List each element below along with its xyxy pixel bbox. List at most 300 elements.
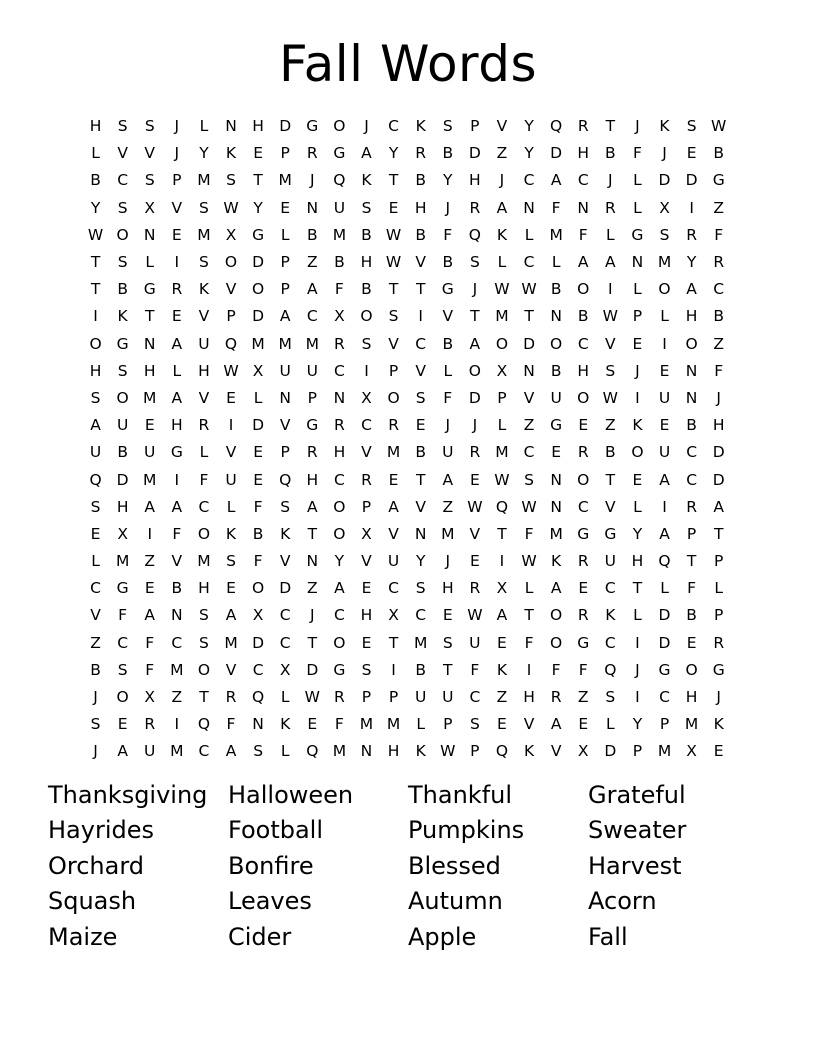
grid-letter[interactable]: W (385, 253, 402, 272)
grid-letter[interactable]: K (280, 715, 291, 734)
grid-letter[interactable]: W (223, 198, 239, 217)
grid-letter[interactable]: U (198, 334, 210, 353)
grid-letter[interactable]: E (90, 524, 101, 543)
grid-letter[interactable]: E (659, 416, 670, 435)
grid-letter[interactable]: T (199, 688, 209, 707)
grid-letter[interactable]: P (280, 280, 290, 299)
grid-letter[interactable]: E (497, 633, 507, 652)
grid-letter[interactable]: H (577, 144, 590, 163)
grid-letter[interactable]: C (713, 280, 725, 299)
grid-letter[interactable]: F (524, 524, 534, 543)
grid-letter[interactable]: A (334, 579, 345, 598)
grid-letter[interactable]: I (635, 633, 640, 652)
grid-letter[interactable]: R (469, 579, 481, 598)
grid-letter[interactable]: Y (686, 253, 697, 272)
grid-letter[interactable]: R (198, 416, 210, 435)
grid-letter[interactable]: U (116, 416, 129, 435)
grid-letter[interactable]: A (550, 171, 562, 190)
grid-letter[interactable]: M (495, 307, 509, 326)
grid-letter[interactable]: R (577, 443, 589, 462)
grid-letter[interactable]: C (333, 361, 345, 380)
grid-letter[interactable]: D (604, 742, 617, 761)
grid-letter[interactable]: Z (605, 416, 616, 435)
grid-letter[interactable]: B (117, 443, 128, 462)
grid-letter[interactable]: W (494, 280, 510, 299)
grid-letter[interactable]: V (225, 280, 237, 299)
grid-letter[interactable]: M (359, 715, 374, 734)
grid-letter[interactable]: L (280, 742, 290, 761)
grid-letter[interactable]: C (469, 688, 481, 707)
grid-letter[interactable]: U (306, 361, 318, 380)
grid-letter[interactable]: L (524, 225, 534, 244)
grid-letter[interactable]: E (388, 470, 399, 489)
grid-letter[interactable]: L (280, 688, 290, 707)
grid-letter[interactable]: V (198, 307, 210, 326)
grid-letter[interactable]: V (550, 742, 562, 761)
grid-letter[interactable]: U (89, 443, 102, 462)
grid-letter[interactable]: W (223, 361, 239, 380)
grid-letter[interactable]: F (118, 606, 128, 625)
grid-letter[interactable]: T (605, 470, 616, 489)
grid-letter[interactable]: G (712, 660, 725, 679)
grid-letter[interactable]: P (497, 388, 507, 407)
grid-letter[interactable]: J (716, 688, 721, 707)
grid-letter[interactable]: P (632, 307, 643, 326)
grid-letter[interactable]: L (633, 497, 642, 516)
grid-letter[interactable]: E (686, 144, 697, 163)
grid-letter[interactable]: P (361, 497, 372, 516)
grid-letter[interactable]: D (252, 633, 265, 652)
grid-letter[interactable]: E (686, 633, 697, 652)
grid-letter[interactable]: O (333, 524, 346, 543)
grid-letter[interactable]: E (171, 307, 182, 326)
grid-letter[interactable]: J (445, 416, 451, 435)
grid-letter[interactable]: M (278, 171, 292, 190)
grid-letter[interactable]: B (334, 253, 345, 272)
grid-letter[interactable]: L (633, 280, 642, 299)
grid-letter[interactable]: N (550, 470, 562, 489)
grid-letter[interactable]: P (388, 361, 399, 380)
grid-letter[interactable]: A (469, 334, 481, 353)
grid-letter[interactable]: H (577, 361, 590, 380)
grid-letter[interactable]: Z (144, 552, 156, 571)
grid-letter[interactable]: X (252, 606, 264, 625)
grid-letter[interactable]: H (360, 606, 373, 625)
grid-letter[interactable]: S (469, 715, 480, 734)
grid-letter[interactable]: J (499, 171, 505, 190)
grid-letter[interactable]: S (280, 497, 291, 516)
grid-letter[interactable]: O (468, 361, 481, 380)
grid-letter[interactable]: H (631, 552, 644, 571)
grid-letter[interactable]: T (90, 253, 101, 272)
grid-letter[interactable]: R (334, 334, 345, 353)
grid-letter[interactable]: P (280, 253, 290, 272)
grid-letter[interactable]: T (443, 660, 453, 679)
grid-letter[interactable]: C (523, 171, 535, 190)
grid-letter[interactable]: W (440, 742, 456, 761)
grid-letter[interactable]: R (713, 253, 725, 272)
grid-letter[interactable]: T (605, 117, 616, 136)
grid-letter[interactable]: C (577, 334, 589, 353)
grid-letter[interactable]: H (143, 361, 156, 380)
grid-letter[interactable]: N (631, 253, 644, 272)
grid-letter[interactable]: I (174, 470, 180, 489)
grid-letter[interactable]: G (658, 660, 671, 679)
grid-letter[interactable]: H (116, 497, 129, 516)
grid-letter[interactable]: C (523, 443, 535, 462)
grid-letter[interactable]: S (361, 334, 372, 353)
grid-letter[interactable]: B (415, 443, 426, 462)
grid-letter[interactable]: O (89, 334, 102, 353)
grid-letter[interactable]: Y (524, 144, 534, 163)
grid-letter[interactable]: N (523, 198, 535, 217)
grid-letter[interactable]: R (144, 715, 156, 734)
grid-letter[interactable]: E (117, 715, 128, 734)
grid-letter[interactable]: N (306, 552, 319, 571)
grid-letter[interactable]: M (684, 715, 699, 734)
grid-letter[interactable]: V (523, 715, 535, 734)
grid-letter[interactable]: Z (523, 416, 535, 435)
grid-letter[interactable]: D (550, 144, 563, 163)
grid-letter[interactable]: F (199, 470, 209, 489)
grid-letter[interactable]: C (523, 253, 535, 272)
grid-letter[interactable]: V (90, 606, 101, 625)
grid-letter[interactable]: P (361, 688, 372, 707)
grid-letter[interactable]: P (280, 144, 290, 163)
grid-letter[interactable]: N (685, 388, 698, 407)
grid-letter[interactable]: A (659, 524, 670, 543)
grid-letter[interactable]: Q (550, 117, 563, 136)
grid-letter[interactable]: F (524, 633, 534, 652)
grid-letter[interactable]: L (606, 225, 615, 244)
grid-letter[interactable]: X (279, 660, 291, 679)
grid-letter[interactable]: D (468, 144, 481, 163)
grid-letter[interactable]: H (414, 198, 427, 217)
grid-letter[interactable]: F (551, 198, 561, 217)
grid-letter[interactable]: G (712, 171, 725, 190)
grid-letter[interactable]: O (550, 606, 563, 625)
grid-letter[interactable]: L (551, 253, 561, 272)
grid-letter[interactable]: K (713, 715, 724, 734)
grid-letter[interactable]: M (386, 443, 401, 462)
grid-letter[interactable]: V (171, 198, 183, 217)
grid-letter[interactable]: X (659, 198, 670, 217)
grid-letter[interactable]: U (333, 198, 346, 217)
grid-letter[interactable]: O (550, 633, 563, 652)
grid-letter[interactable]: X (252, 361, 264, 380)
grid-letter[interactable]: S (90, 715, 101, 734)
grid-letter[interactable]: A (496, 606, 508, 625)
grid-letter[interactable]: T (524, 307, 534, 326)
grid-letter[interactable]: O (577, 280, 590, 299)
grid-letter[interactable]: R (604, 198, 616, 217)
grid-letter[interactable]: Y (632, 715, 643, 734)
grid-letter[interactable]: H (685, 688, 698, 707)
grid-letter[interactable]: M (495, 443, 509, 462)
grid-letter[interactable]: L (443, 361, 453, 380)
grid-letter[interactable]: L (660, 579, 669, 598)
grid-letter[interactable]: X (388, 606, 399, 625)
grid-letter[interactable]: V (198, 388, 210, 407)
grid-letter[interactable]: O (333, 117, 346, 136)
grid-letter[interactable]: S (442, 633, 453, 652)
grid-letter[interactable]: C (604, 579, 616, 598)
grid-letter[interactable]: M (143, 470, 157, 489)
grid-letter[interactable]: P (307, 388, 317, 407)
grid-letter[interactable]: C (388, 579, 399, 598)
grid-letter[interactable]: J (635, 117, 640, 136)
grid-letter[interactable]: M (251, 334, 265, 353)
grid-letter[interactable]: M (413, 633, 428, 652)
grid-letter[interactable]: T (470, 307, 480, 326)
grid-letter[interactable]: R (577, 117, 589, 136)
grid-letter[interactable]: L (91, 144, 100, 163)
grid-letter[interactable]: O (116, 388, 129, 407)
grid-letter[interactable]: Z (90, 633, 101, 652)
grid-letter[interactable]: E (171, 225, 182, 244)
grid-letter[interactable]: L (226, 497, 236, 516)
grid-letter[interactable]: S (415, 388, 426, 407)
grid-letter[interactable]: A (225, 606, 237, 625)
grid-letter[interactable]: Q (197, 715, 211, 734)
grid-letter[interactable]: T (497, 524, 507, 543)
grid-letter[interactable]: D (468, 388, 481, 407)
grid-letter[interactable]: K (361, 171, 372, 190)
grid-letter[interactable]: B (361, 280, 372, 299)
grid-letter[interactable]: D (658, 633, 671, 652)
grid-letter[interactable]: Y (443, 171, 453, 190)
grid-letter[interactable]: M (197, 552, 211, 571)
grid-letter[interactable]: F (714, 361, 724, 380)
grid-letter[interactable]: Y (334, 552, 345, 571)
grid-letter[interactable]: H (333, 443, 346, 462)
grid-letter[interactable]: P (443, 715, 453, 734)
grid-letter[interactable]: E (388, 198, 399, 217)
grid-letter[interactable]: E (551, 443, 562, 462)
grid-letter[interactable]: X (361, 388, 372, 407)
grid-letter[interactable]: U (658, 443, 671, 462)
grid-letter[interactable]: A (550, 715, 562, 734)
grid-letter[interactable]: V (415, 253, 426, 272)
grid-letter[interactable]: M (170, 660, 184, 679)
grid-letter[interactable]: A (361, 144, 372, 163)
grid-letter[interactable]: R (388, 416, 399, 435)
grid-letter[interactable]: Q (333, 171, 346, 190)
grid-letter[interactable]: A (117, 742, 128, 761)
grid-letter[interactable]: T (632, 579, 643, 598)
grid-letter[interactable]: D (523, 334, 536, 353)
grid-letter[interactable]: X (361, 524, 372, 543)
grid-letter[interactable]: C (279, 606, 291, 625)
grid-letter[interactable]: G (143, 280, 156, 299)
grid-letter[interactable]: J (635, 361, 640, 380)
grid-letter[interactable]: I (662, 497, 667, 516)
grid-letter[interactable]: J (662, 144, 667, 163)
grid-letter[interactable]: U (414, 688, 427, 707)
grid-letter[interactable]: K (198, 280, 209, 299)
grid-letter[interactable]: U (387, 552, 400, 571)
grid-letter[interactable]: C (171, 633, 183, 652)
grid-letter[interactable]: T (388, 171, 399, 190)
grid-letter[interactable]: L (524, 579, 534, 598)
grid-letter[interactable]: F (253, 497, 263, 516)
grid-letter[interactable]: H (89, 117, 102, 136)
grid-letter[interactable]: N (279, 388, 291, 407)
grid-letter[interactable]: U (658, 388, 671, 407)
grid-letter[interactable]: V (225, 443, 237, 462)
grid-letter[interactable]: S (117, 198, 128, 217)
grid-letter[interactable]: E (280, 198, 291, 217)
grid-letter[interactable]: I (147, 524, 153, 543)
grid-letter[interactable]: R (415, 144, 427, 163)
grid-letter[interactable]: F (145, 660, 155, 679)
grid-letter[interactable]: Z (713, 198, 725, 217)
grid-letter[interactable]: M (332, 742, 347, 761)
grid-letter[interactable]: S (90, 388, 101, 407)
grid-letter[interactable]: B (713, 144, 725, 163)
grid-letter[interactable]: N (685, 361, 698, 380)
grid-letter[interactable]: Z (496, 144, 508, 163)
grid-letter[interactable]: A (90, 416, 101, 435)
grid-letter[interactable]: G (631, 225, 644, 244)
grid-letter[interactable]: C (198, 497, 210, 516)
grid-letter[interactable]: A (550, 579, 562, 598)
grid-letter[interactable]: L (606, 715, 615, 734)
grid-letter[interactable]: J (608, 171, 613, 190)
grid-letter[interactable]: A (686, 280, 697, 299)
grid-letter[interactable]: R (225, 688, 237, 707)
grid-letter[interactable]: N (550, 307, 562, 326)
grid-letter[interactable]: B (686, 416, 697, 435)
grid-letter[interactable]: L (714, 579, 724, 598)
grid-letter[interactable]: V (279, 552, 291, 571)
grid-letter[interactable]: C (415, 334, 427, 353)
grid-letter[interactable]: B (306, 225, 318, 244)
grid-letter[interactable]: N (306, 198, 319, 217)
grid-letter[interactable]: V (171, 552, 183, 571)
grid-letter[interactable]: U (144, 742, 156, 761)
grid-letter[interactable]: Q (89, 470, 102, 489)
grid-letter[interactable]: B (686, 606, 697, 625)
grid-letter[interactable]: R (686, 225, 697, 244)
grid-letter[interactable]: Q (306, 742, 319, 761)
grid-letter[interactable]: J (93, 688, 98, 707)
grid-letter[interactable]: S (199, 253, 209, 272)
grid-letter[interactable]: H (198, 361, 210, 380)
grid-letter[interactable]: S (524, 470, 534, 489)
grid-letter[interactable]: S (199, 633, 209, 652)
grid-letter[interactable]: S (442, 117, 453, 136)
grid-letter[interactable]: O (550, 334, 563, 353)
grid-letter[interactable]: F (687, 579, 697, 598)
grid-letter[interactable]: I (174, 715, 180, 734)
grid-letter[interactable]: S (605, 688, 616, 707)
grid-letter[interactable]: M (115, 552, 130, 571)
grid-letter[interactable]: F (578, 660, 588, 679)
grid-letter[interactable]: E (144, 416, 155, 435)
grid-letter[interactable]: C (659, 688, 670, 707)
grid-letter[interactable]: X (144, 198, 156, 217)
grid-letter[interactable]: D (306, 660, 319, 679)
grid-letter[interactable]: E (442, 606, 453, 625)
grid-letter[interactable]: L (253, 388, 263, 407)
grid-letter[interactable]: Z (306, 579, 318, 598)
grid-letter[interactable]: B (171, 579, 183, 598)
grid-letter[interactable]: O (252, 280, 265, 299)
grid-letter[interactable]: E (578, 715, 589, 734)
grid-letter[interactable]: L (91, 552, 100, 571)
grid-letter[interactable]: I (526, 660, 532, 679)
grid-letter[interactable]: M (278, 334, 292, 353)
grid-letter[interactable]: H (306, 470, 319, 489)
grid-letter[interactable]: S (144, 117, 155, 136)
grid-letter[interactable]: F (172, 524, 182, 543)
grid-letter[interactable]: V (442, 307, 454, 326)
grid-letter[interactable]: U (604, 552, 616, 571)
grid-letter[interactable]: C (198, 742, 210, 761)
grid-letter[interactable]: W (521, 280, 537, 299)
grid-letter[interactable]: K (280, 524, 291, 543)
grid-letter[interactable]: Q (224, 334, 238, 353)
grid-letter[interactable]: H (360, 253, 373, 272)
grid-letter[interactable]: W (521, 497, 537, 516)
grid-letter[interactable]: E (632, 470, 643, 489)
grid-letter[interactable]: C (117, 633, 129, 652)
grid-letter[interactable]: K (496, 660, 508, 679)
grid-letter[interactable]: M (657, 253, 672, 272)
grid-letter[interactable]: E (253, 443, 263, 462)
grid-letter[interactable]: C (686, 443, 698, 462)
grid-letter[interactable]: Q (495, 497, 509, 516)
grid-letter[interactable]: J (174, 144, 180, 163)
grid-letter[interactable]: P (172, 171, 182, 190)
grid-letter[interactable]: M (197, 171, 211, 190)
grid-letter[interactable]: S (199, 198, 209, 217)
grid-letter[interactable]: B (713, 307, 725, 326)
grid-letter[interactable]: K (605, 606, 616, 625)
grid-letter[interactable]: S (659, 225, 670, 244)
grid-letter[interactable]: R (686, 497, 697, 516)
grid-letter[interactable]: D (685, 171, 698, 190)
grid-letter[interactable]: F (470, 660, 480, 679)
grid-letter[interactable]: Q (252, 688, 265, 707)
grid-letter[interactable]: N (523, 361, 535, 380)
grid-letter[interactable]: E (253, 144, 263, 163)
grid-letter[interactable]: B (117, 280, 128, 299)
grid-letter[interactable]: D (252, 416, 265, 435)
grid-letter[interactable]: L (633, 171, 642, 190)
grid-letter[interactable]: S (469, 253, 480, 272)
grid-letter[interactable]: A (659, 470, 670, 489)
grid-letter[interactable]: O (631, 443, 644, 462)
grid-letter[interactable]: C (686, 470, 698, 489)
grid-letter[interactable]: S (226, 552, 236, 571)
grid-letter[interactable]: T (253, 171, 263, 190)
grid-letter[interactable]: F (226, 715, 236, 734)
grid-letter[interactable]: E (226, 388, 236, 407)
grid-letter[interactable]: T (307, 524, 318, 543)
grid-letter[interactable]: B (415, 171, 426, 190)
grid-letter[interactable]: A (144, 606, 156, 625)
grid-letter[interactable]: X (117, 524, 128, 543)
grid-letter[interactable]: Y (632, 524, 643, 543)
grid-letter[interactable]: U (550, 388, 562, 407)
grid-letter[interactable]: A (225, 742, 237, 761)
grid-letter[interactable]: Q (468, 225, 481, 244)
grid-letter[interactable]: H (685, 307, 698, 326)
grid-letter[interactable]: S (144, 171, 155, 190)
grid-letter[interactable]: B (605, 443, 616, 462)
